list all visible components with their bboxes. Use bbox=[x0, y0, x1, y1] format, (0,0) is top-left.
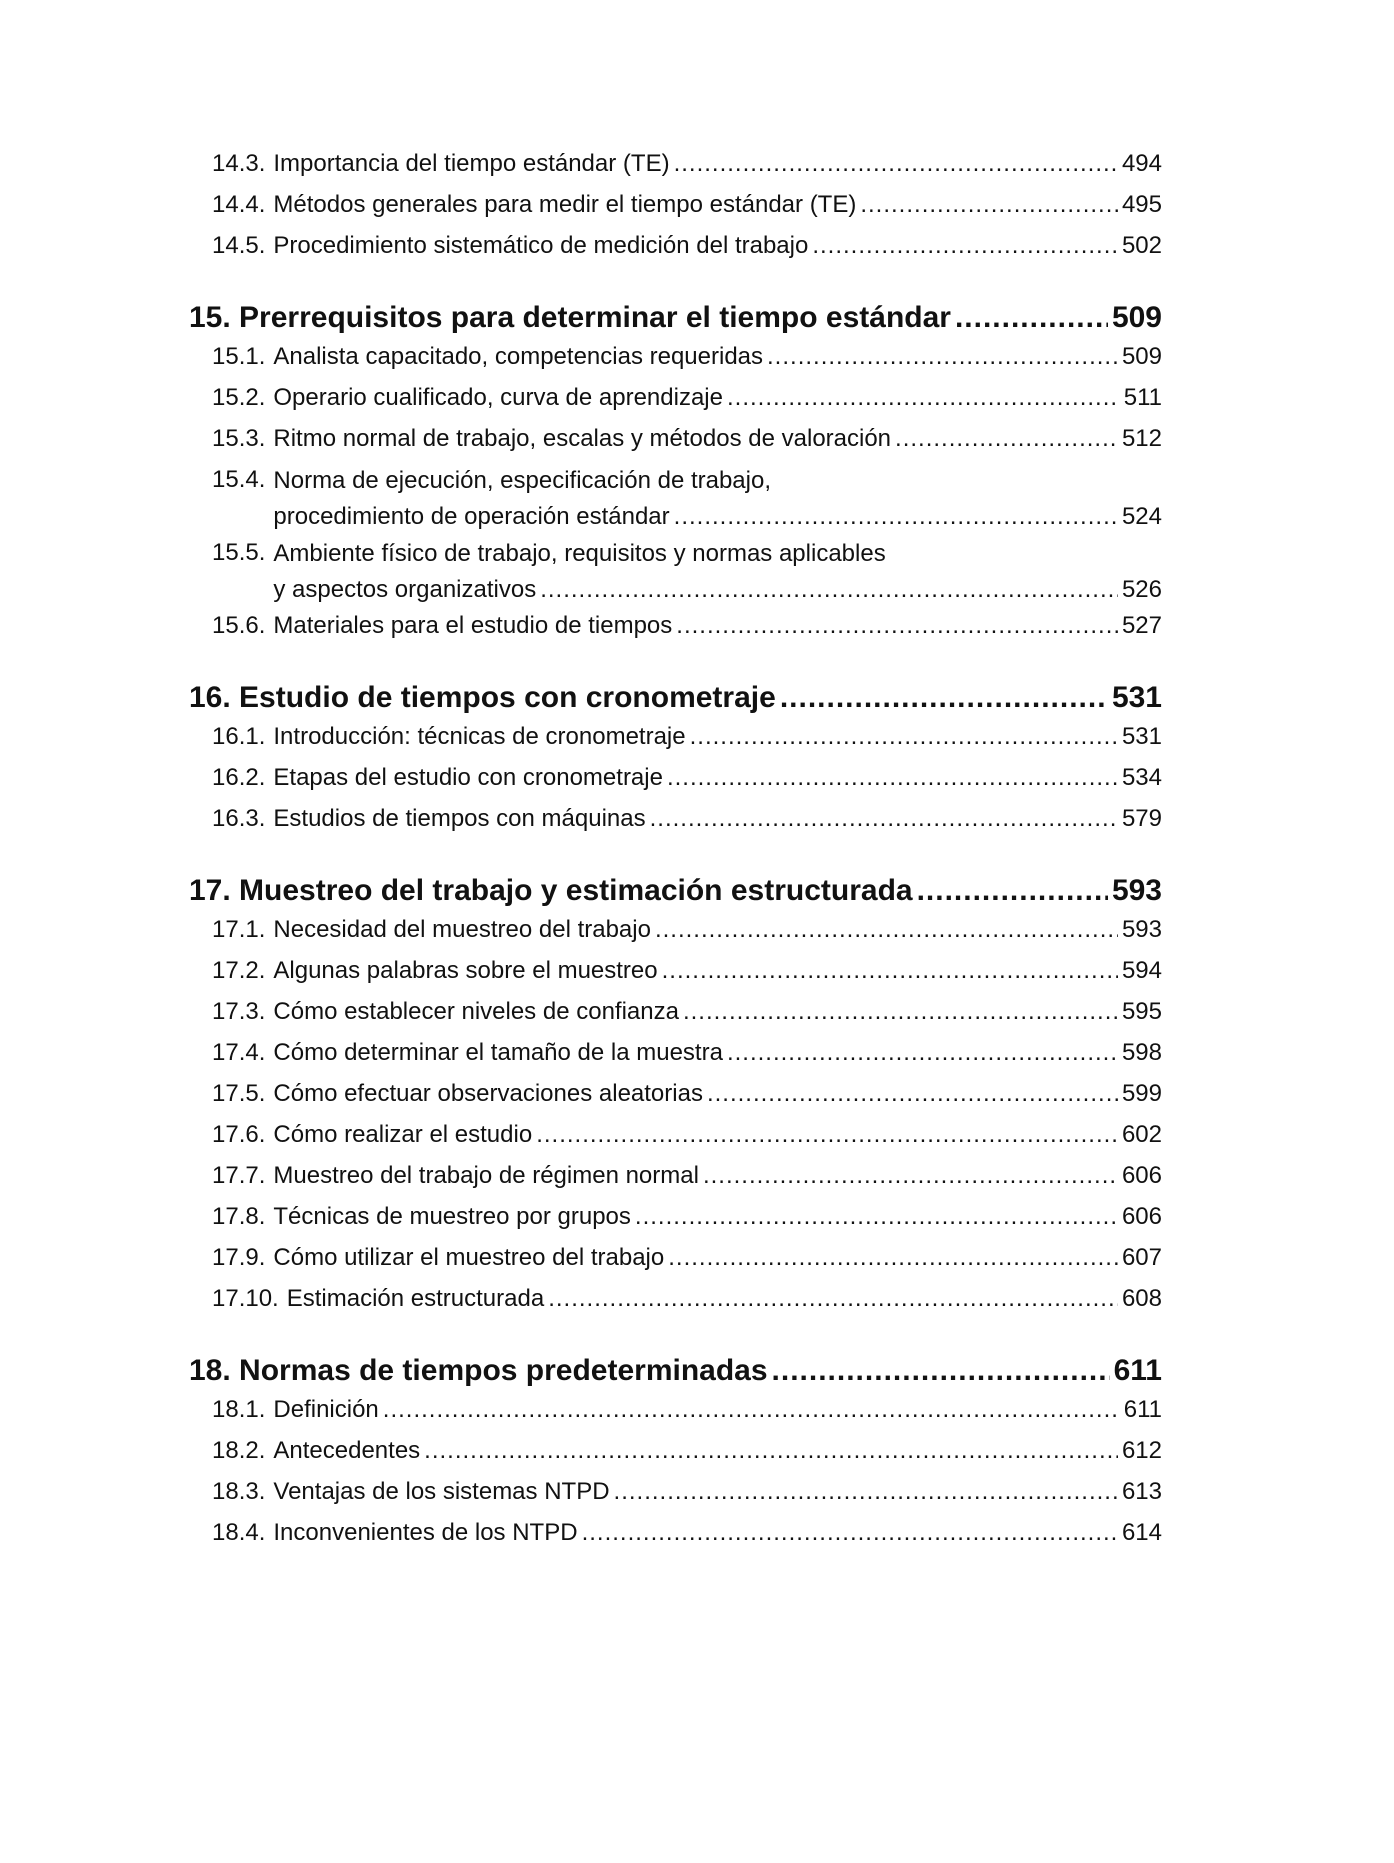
dot-leader bbox=[540, 572, 1118, 608]
toc-entry[interactable] bbox=[189, 146, 1162, 187]
entry-page-number: 579 bbox=[1121, 805, 1162, 832]
section-number: 18.2. bbox=[212, 1437, 266, 1464]
section-title: Materiales para el estudio de tiempos bbox=[273, 612, 673, 639]
toc-section bbox=[189, 146, 1162, 269]
section-title: Definición bbox=[273, 1396, 379, 1423]
entry-page-number: 607 bbox=[1121, 1244, 1162, 1271]
section-number: 17.1. bbox=[212, 916, 266, 943]
section-number: 14.4. bbox=[212, 191, 266, 218]
dot-leader bbox=[703, 1158, 1118, 1194]
section-number: 16.3. bbox=[212, 805, 266, 832]
section-title: Importancia del tiempo estándar (TE) bbox=[273, 150, 670, 177]
chapter-page-number: 611 bbox=[1113, 1354, 1162, 1387]
dot-leader bbox=[582, 1515, 1118, 1551]
dot-leader bbox=[667, 760, 1118, 796]
toc-entry[interactable] bbox=[189, 1392, 1162, 1433]
section-title-line1: Ambiente físico de trabajo, requisitos y normas aplicables bbox=[273, 540, 886, 567]
section-number: 18.4. bbox=[212, 1519, 266, 1546]
section-number: 15.6. bbox=[212, 612, 266, 639]
toc-entry[interactable] bbox=[189, 994, 1162, 1035]
chapter-heading[interactable] bbox=[189, 299, 1162, 337]
section-number: 17.8. bbox=[212, 1203, 266, 1230]
chapter-heading[interactable] bbox=[189, 679, 1162, 717]
section-title: Inconvenientes de los NTPD bbox=[273, 1519, 578, 1546]
dot-leader bbox=[812, 228, 1118, 264]
toc-entry[interactable] bbox=[189, 912, 1162, 953]
toc-entry[interactable] bbox=[189, 535, 1162, 608]
section-number: 18.3. bbox=[212, 1478, 266, 1505]
dot-leader bbox=[683, 994, 1118, 1030]
section-title: Antecedentes bbox=[273, 1437, 421, 1464]
toc-entry[interactable] bbox=[189, 953, 1162, 994]
toc-entry[interactable] bbox=[189, 1199, 1162, 1240]
dot-leader bbox=[780, 679, 1108, 717]
dot-leader bbox=[614, 1474, 1118, 1510]
chapter-title-text: 17. Muestreo del trabajo y estimación estructurada bbox=[189, 874, 913, 907]
section-number: 17.6. bbox=[212, 1121, 266, 1148]
entry-page-number: 614 bbox=[1121, 1519, 1162, 1546]
section-number: 17.4. bbox=[212, 1039, 266, 1066]
section-title: Etapas del estudio con cronometraje bbox=[273, 764, 663, 791]
toc-entry[interactable] bbox=[189, 1433, 1162, 1474]
chapter-title-text: 18. Normas de tiempos predeterminadas bbox=[189, 1354, 768, 1387]
section-number: 17.2. bbox=[212, 957, 266, 984]
toc-section bbox=[189, 299, 1162, 649]
entry-page-number: 511 bbox=[1123, 384, 1162, 411]
dot-leader bbox=[662, 953, 1118, 989]
chapter-page-number: 531 bbox=[1111, 681, 1162, 714]
entry-page-number: 612 bbox=[1121, 1437, 1162, 1464]
entry-page-number: 608 bbox=[1121, 1285, 1162, 1312]
chapter-page-number: 593 bbox=[1111, 874, 1162, 907]
entry-page-number: 524 bbox=[1121, 503, 1162, 530]
section-title: Operario cualificado, curva de aprendizaje bbox=[273, 384, 723, 411]
section-title: Ritmo normal de trabajo, escalas y métodos de valoración bbox=[273, 425, 892, 452]
toc-section bbox=[189, 872, 1162, 1322]
dot-leader bbox=[676, 608, 1118, 644]
toc-section bbox=[189, 1352, 1162, 1556]
table-of-contents bbox=[189, 146, 1162, 1556]
toc-entry[interactable] bbox=[189, 1240, 1162, 1281]
section-title: Ventajas de los sistemas NTPD bbox=[273, 1478, 610, 1505]
dot-leader bbox=[655, 912, 1118, 948]
toc-entry[interactable] bbox=[189, 801, 1162, 842]
section-number: 15.4. bbox=[212, 466, 266, 493]
section-number: 17.10. bbox=[212, 1285, 279, 1312]
dot-leader bbox=[767, 339, 1118, 375]
section-number: 15.1. bbox=[212, 343, 266, 370]
toc-entry[interactable] bbox=[189, 1474, 1162, 1515]
section-title: Muestreo del trabajo de régimen normal bbox=[273, 1162, 699, 1189]
section-title: Estimación estructurada bbox=[286, 1285, 545, 1312]
dot-leader bbox=[727, 380, 1120, 416]
dot-leader bbox=[955, 299, 1108, 337]
section-title-line1: Norma de ejecución, especificación de trabajo, bbox=[273, 467, 772, 494]
section-number: 14.5. bbox=[212, 232, 266, 259]
dot-leader bbox=[895, 421, 1118, 457]
dot-leader bbox=[548, 1281, 1118, 1317]
section-number: 15.3. bbox=[212, 425, 266, 452]
chapter-title-text: 16. Estudio de tiempos con cronometraje bbox=[189, 681, 776, 714]
entry-page-number: 502 bbox=[1121, 232, 1162, 259]
entry-page-number: 531 bbox=[1121, 723, 1162, 750]
dot-leader bbox=[635, 1199, 1118, 1235]
dot-leader bbox=[860, 187, 1118, 223]
chapter-heading[interactable] bbox=[189, 1352, 1162, 1390]
entry-page-number: 527 bbox=[1121, 612, 1162, 639]
section-number: 15.5. bbox=[212, 539, 266, 566]
toc-section bbox=[189, 679, 1162, 842]
section-title-line2: y aspectos organizativos bbox=[273, 576, 537, 603]
entry-page-number: 606 bbox=[1121, 1203, 1162, 1230]
dot-leader bbox=[424, 1433, 1118, 1469]
dot-leader bbox=[772, 1352, 1110, 1390]
entry-page-number: 602 bbox=[1121, 1121, 1162, 1148]
dot-leader bbox=[690, 719, 1118, 755]
section-title: Procedimiento sistemático de medición del trabajo bbox=[273, 232, 809, 259]
toc-entry[interactable] bbox=[189, 1076, 1162, 1117]
entry-page-number: 606 bbox=[1121, 1162, 1162, 1189]
entry-page-number: 599 bbox=[1121, 1080, 1162, 1107]
toc-entry[interactable] bbox=[189, 719, 1162, 760]
entry-page-number: 611 bbox=[1123, 1396, 1162, 1423]
entry-page-number: 534 bbox=[1121, 764, 1162, 791]
toc-entry[interactable] bbox=[189, 1035, 1162, 1076]
entry-page-number: 594 bbox=[1121, 957, 1162, 984]
toc-entry[interactable] bbox=[189, 1515, 1162, 1556]
section-number: 17.9. bbox=[212, 1244, 266, 1271]
toc-entry[interactable] bbox=[189, 760, 1162, 801]
toc-entry[interactable] bbox=[189, 339, 1162, 380]
dot-leader bbox=[668, 1240, 1118, 1276]
dot-leader bbox=[383, 1392, 1120, 1428]
section-title: Cómo efectuar observaciones aleatorias bbox=[273, 1080, 703, 1107]
dot-leader bbox=[917, 872, 1108, 910]
entry-page-number: 509 bbox=[1121, 343, 1162, 370]
section-title-line2: procedimiento de operación estándar bbox=[273, 503, 670, 530]
section-title: Cómo establecer niveles de confianza bbox=[273, 998, 679, 1025]
toc-entry[interactable] bbox=[189, 1281, 1162, 1322]
dot-leader bbox=[536, 1117, 1118, 1153]
section-number: 17.7. bbox=[212, 1162, 266, 1189]
section-number: 15.2. bbox=[212, 384, 266, 411]
entry-page-number: 495 bbox=[1121, 191, 1162, 218]
entry-page-number: 613 bbox=[1121, 1478, 1162, 1505]
dot-leader bbox=[707, 1076, 1118, 1112]
section-number: 17.5. bbox=[212, 1080, 266, 1107]
toc-entry[interactable] bbox=[189, 608, 1162, 649]
section-number: 17.3. bbox=[212, 998, 266, 1025]
toc-entry[interactable] bbox=[189, 187, 1162, 228]
section-title: Analista capacitado, competencias requeridas bbox=[273, 343, 764, 370]
toc-entry[interactable] bbox=[189, 1117, 1162, 1158]
entry-page-number: 526 bbox=[1121, 576, 1162, 603]
section-number: 16.2. bbox=[212, 764, 266, 791]
dot-leader bbox=[674, 499, 1118, 535]
entry-page-number: 593 bbox=[1121, 916, 1162, 943]
section-number: 18.1. bbox=[212, 1396, 266, 1423]
entry-page-number: 494 bbox=[1121, 150, 1162, 177]
toc-entry[interactable] bbox=[189, 380, 1162, 421]
section-title: Necesidad del muestreo del trabajo bbox=[273, 916, 651, 943]
section-title: Estudios de tiempos con máquinas bbox=[273, 805, 646, 832]
section-title: Cómo determinar el tamaño de la muestra bbox=[273, 1039, 723, 1066]
entry-page-number: 595 bbox=[1121, 998, 1162, 1025]
section-title: Técnicas de muestreo por grupos bbox=[273, 1203, 631, 1230]
toc-entry[interactable] bbox=[189, 228, 1162, 269]
dot-leader bbox=[727, 1035, 1118, 1071]
section-number: 16.1. bbox=[212, 723, 266, 750]
section-title: Introducción: técnicas de cronometraje bbox=[273, 723, 686, 750]
chapter-heading[interactable] bbox=[189, 872, 1162, 910]
section-title: Cómo utilizar el muestreo del trabajo bbox=[273, 1244, 665, 1271]
entry-page-number: 512 bbox=[1121, 425, 1162, 452]
chapter-page-number: 509 bbox=[1111, 301, 1162, 334]
chapter-title-text: 15. Prerrequisitos para determinar el tiempo estándar bbox=[189, 301, 951, 334]
section-title: Algunas palabras sobre el muestreo bbox=[273, 957, 658, 984]
section-number: 14.3. bbox=[212, 150, 266, 177]
section-title: Cómo realizar el estudio bbox=[273, 1121, 533, 1148]
entry-page-number: 598 bbox=[1121, 1039, 1162, 1066]
toc-entry[interactable] bbox=[189, 462, 1162, 535]
toc-entry[interactable] bbox=[189, 421, 1162, 462]
dot-leader bbox=[674, 146, 1118, 182]
section-title: Métodos generales para medir el tiempo estándar (TE) bbox=[273, 191, 857, 218]
toc-entry[interactable] bbox=[189, 1158, 1162, 1199]
dot-leader bbox=[650, 801, 1118, 837]
